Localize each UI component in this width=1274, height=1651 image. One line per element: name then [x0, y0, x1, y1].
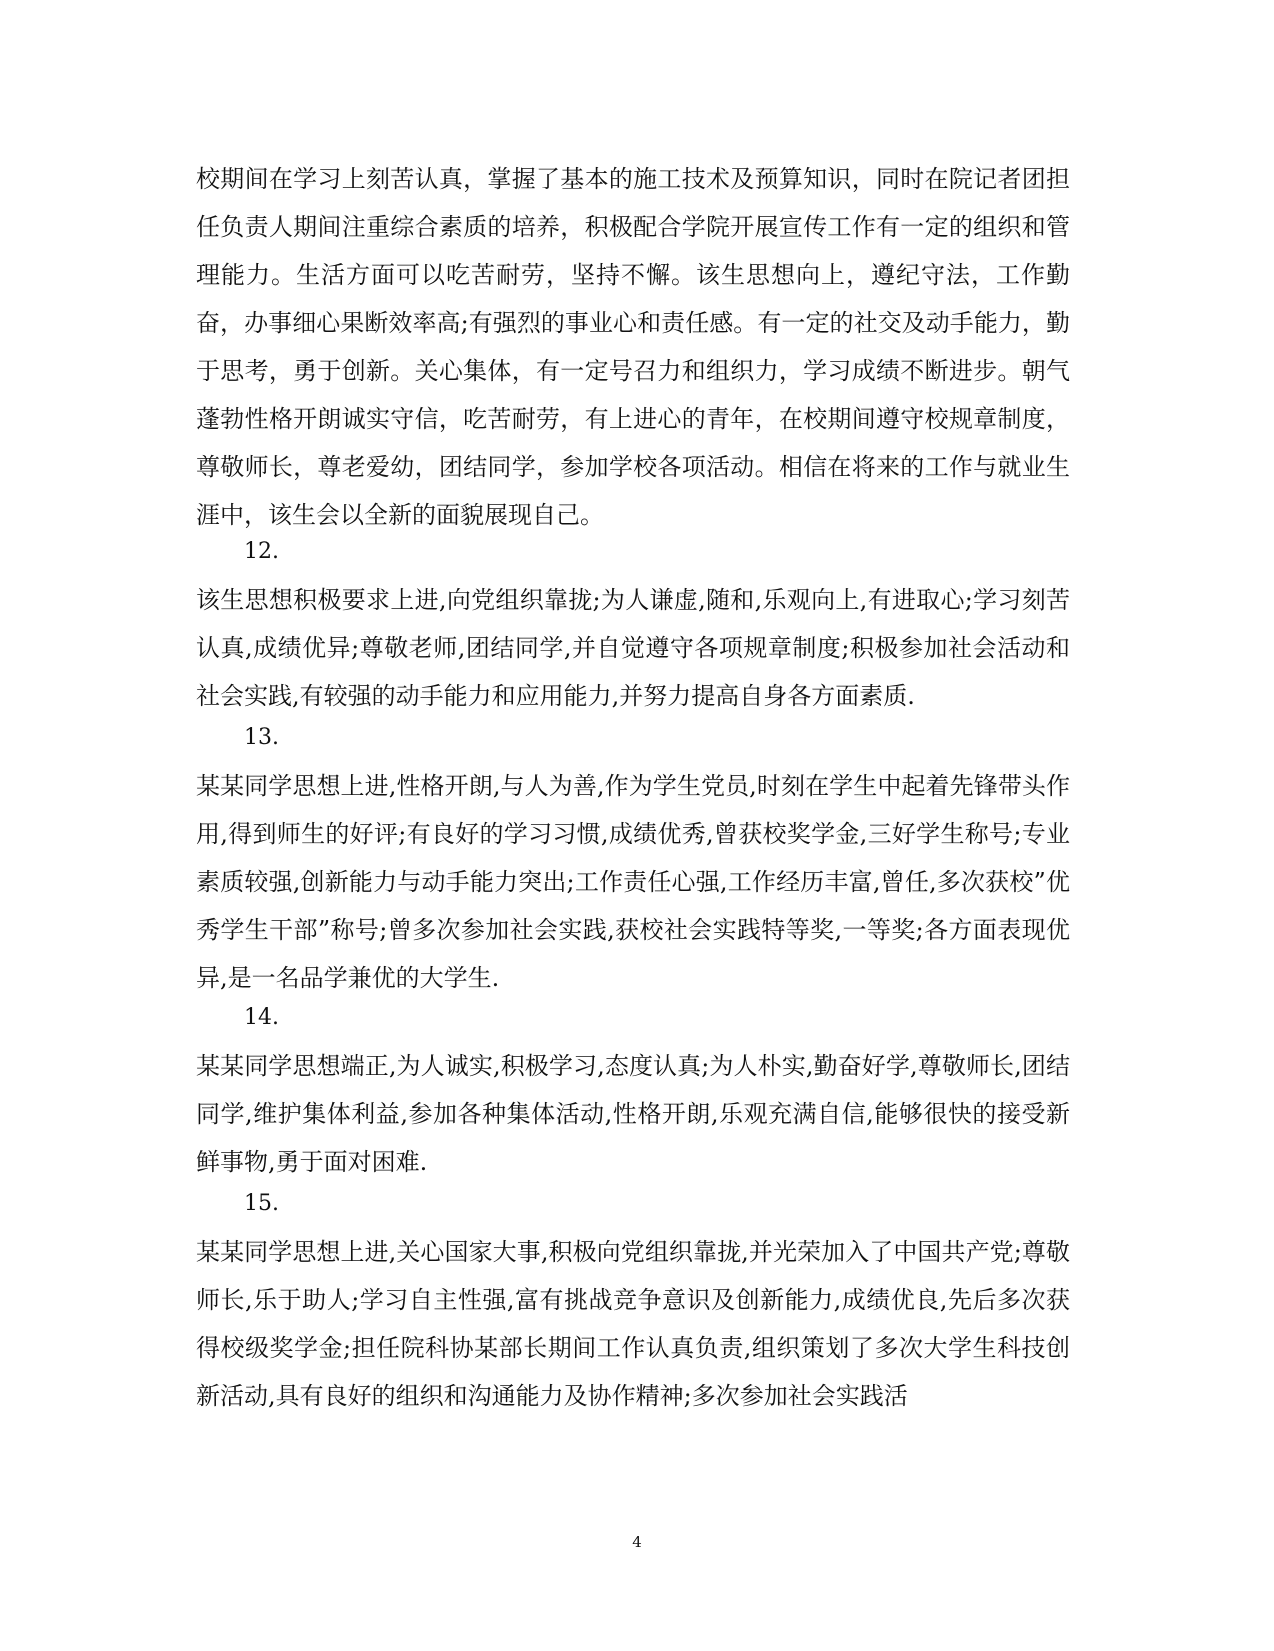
section-number-14: 14.	[244, 1005, 279, 1030]
section-number-12: 12.	[244, 539, 279, 564]
paragraph-14: 某某同学思想端正,为人诚实,积极学习,态度认真;为人朴实,勤奋好学,尊敬师长,团结同学,维护集体利益,参加各种集体活动,性格开朗,乐观充满自信,能够很快的接受新鲜事物,勇于面对困难.	[196, 1052, 1070, 1176]
section-number-13: 13.	[244, 725, 279, 750]
paragraph-15: 某某同学思想上进,关心国家大事,积极向党组织靠拢,并光荣加入了中国共产党;尊敬师长,乐于助人;学习自主性强,富有挑战竞争意识及创新能力,成绩优良,先后多次获得校级奖学金;担任院科协某部长期间工作认真负责,组织策划了多次大学生科技创新活动,具有良好的组织和沟通能力及协作精神;多次参加社会实践活	[196, 1238, 1070, 1410]
paragraph-12: 该生思想积极要求上进,向党组织靠拢;为人谦虚,随和,乐观向上,有进取心;学习刻苦认真,成绩优异;尊敬老师,团结同学,并自觉遵守各项规章制度;积极参加社会活动和社会实践,有较强的动手能力和应用能力,并努力提高自身各方面素质.	[196, 586, 1070, 710]
page-number: 4	[632, 1533, 642, 1551]
section-number-15: 15.	[244, 1191, 279, 1216]
paragraph-13: 某某同学思想上进,性格开朗,与人为善,作为学生党员,时刻在学生中起着先锋带头作用,得到师生的好评;有良好的学习习惯,成绩优秀,曾获校奖学金,三好学生称号;专业素质较强,创新能力与动手能力突出;工作责任心强,工作经历丰富,曾任,多次获校”优秀学生干部”称号;曾多次参加社会实践,获校社会实践特等奖,一等奖;各方面表现优异,是一名品学兼优的大学生.	[196, 772, 1070, 992]
paragraph-continued: 校期间在学习上刻苦认真，掌握了基本的施工技术及预算知识，同时在院记者团担任负责人期间注重综合素质的培养，积极配合学院开展宣传工作有一定的组织和管理能力。生活方面可以吃苦耐劳，坚持不懈。该生思想向上，遵纪守法，工作勤奋，办事细心果断效率高;有强烈的事业心和责任感。有一定的社交及动手能力，勤于思考，勇于创新。关心集体，有一定号召力和组织力，学习成绩不断进步。朝气蓬勃性格开朗诚实守信，吃苦耐劳，有上进心的青年，在校期间遵守校规章制度，尊敬师长，尊老爱幼，团结同学，参加学校各项活动。相信在将来的工作与就业生涯中，该生会以全新的面貌展现自己。	[196, 165, 1070, 529]
